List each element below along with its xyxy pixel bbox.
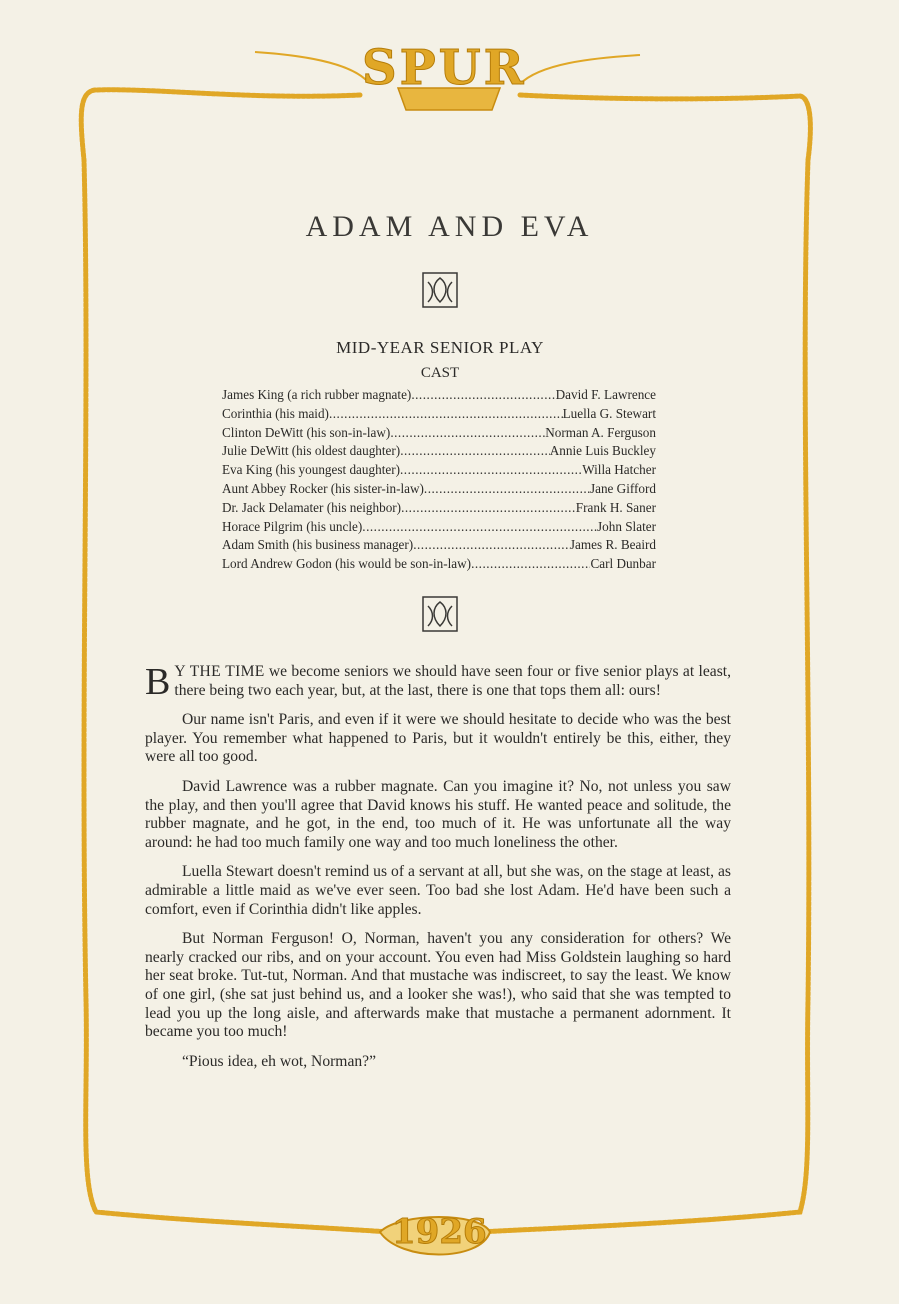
lead-in: Y THE TIME	[174, 663, 265, 680]
cast-row: Julie DeWitt (his oldest daughter) ..... Annie Luis Buckley	[222, 442, 656, 461]
play-subtitle: MID-YEAR SENIOR PLAY	[336, 338, 544, 357]
cast-row: Lord Andrew Godon (his would be son-in-law) ..... Carl Dunbar	[222, 555, 656, 574]
paragraph: David Lawrence was a rubber magnate. Can you imagine it? No, not unless you saw the play, and then you'll agree that David knows his stuff. He wanted peace and solitude, the rubber magnate, and he got, in the end, too much of it. He was unfortunate all the way around: he had too much family one way and too much loneliness the other.	[145, 777, 731, 851]
paragraph: Our name isn't Paris, and even if it were we should hesitate to decide who was the best player. You remember what happened to Paris, but it wouldn't entirely be this, either, they were all too good.	[145, 711, 731, 766]
cast-list	[222, 386, 656, 574]
cast-row: Horace Pilgrim (his uncle) ..... John Slater	[222, 518, 656, 537]
cast-heading: CAST	[420, 365, 460, 381]
paragraph	[145, 661, 731, 703]
drop-cap: B	[145, 661, 171, 703]
cast-row: Clinton DeWitt (his son-in-law) ..... Norman A. Ferguson	[222, 424, 656, 443]
paragraph: Luella Stewart doesn't remind us of a servant at all, but she was, on the stage at least, as admirable a little maid as we've ever seen. Too bad she lost Adam. He'd have been such a comfort, even if Corinthia didn't like apples.	[145, 863, 731, 918]
spur-logo: SPUR	[362, 40, 527, 96]
page-title: ADAM AND EVA	[305, 210, 594, 243]
paragraph-text: we become seniors we should have seen four or five senior plays at least, there being two each year, but, at the last, there is one that tops them all: ours!	[174, 663, 731, 699]
cast-row: Dr. Jack Delamater (his neighbor) ..... Frank H. Saner	[222, 499, 656, 518]
closing-quote: “Pious idea, eh wot, Norman?”	[182, 1052, 377, 1070]
cast-row: Corinthia (his maid) ..... Luella G. Stewart	[222, 405, 656, 424]
cast-row: Adam Smith (his business manager) ..... James R. Beaird	[222, 536, 656, 555]
cast-row: Eva King (his youngest daughter) ..... Willa Hatcher	[222, 461, 656, 480]
cast-row: James King (a rich rubber magnate) ..... David F. Lawrence	[222, 386, 656, 405]
year-plaque: 1926	[392, 1212, 487, 1252]
article-body	[145, 663, 731, 1082]
cast-row: Aunt Abbey Rocker (his sister-in-law) ..... Jane Gifford	[222, 480, 656, 499]
tulip-ornament-icon	[422, 272, 458, 308]
paragraph: But Norman Ferguson! O, Norman, haven't you any consideration for others? We nearly cracked our ribs, and on your account. You even had Miss Goldstein laughing so hard her seat broke. Tut-tut, Norman. And that mustache was indiscreet, to say the least. We know of one girl, (she sat just behind us, and a looker she was!), who said that she was tempted to lead you up the long aisle, and afterwards make that mustache a permanent adornment. It became you too much!	[145, 930, 731, 1041]
tulip-ornament-icon	[422, 596, 458, 632]
